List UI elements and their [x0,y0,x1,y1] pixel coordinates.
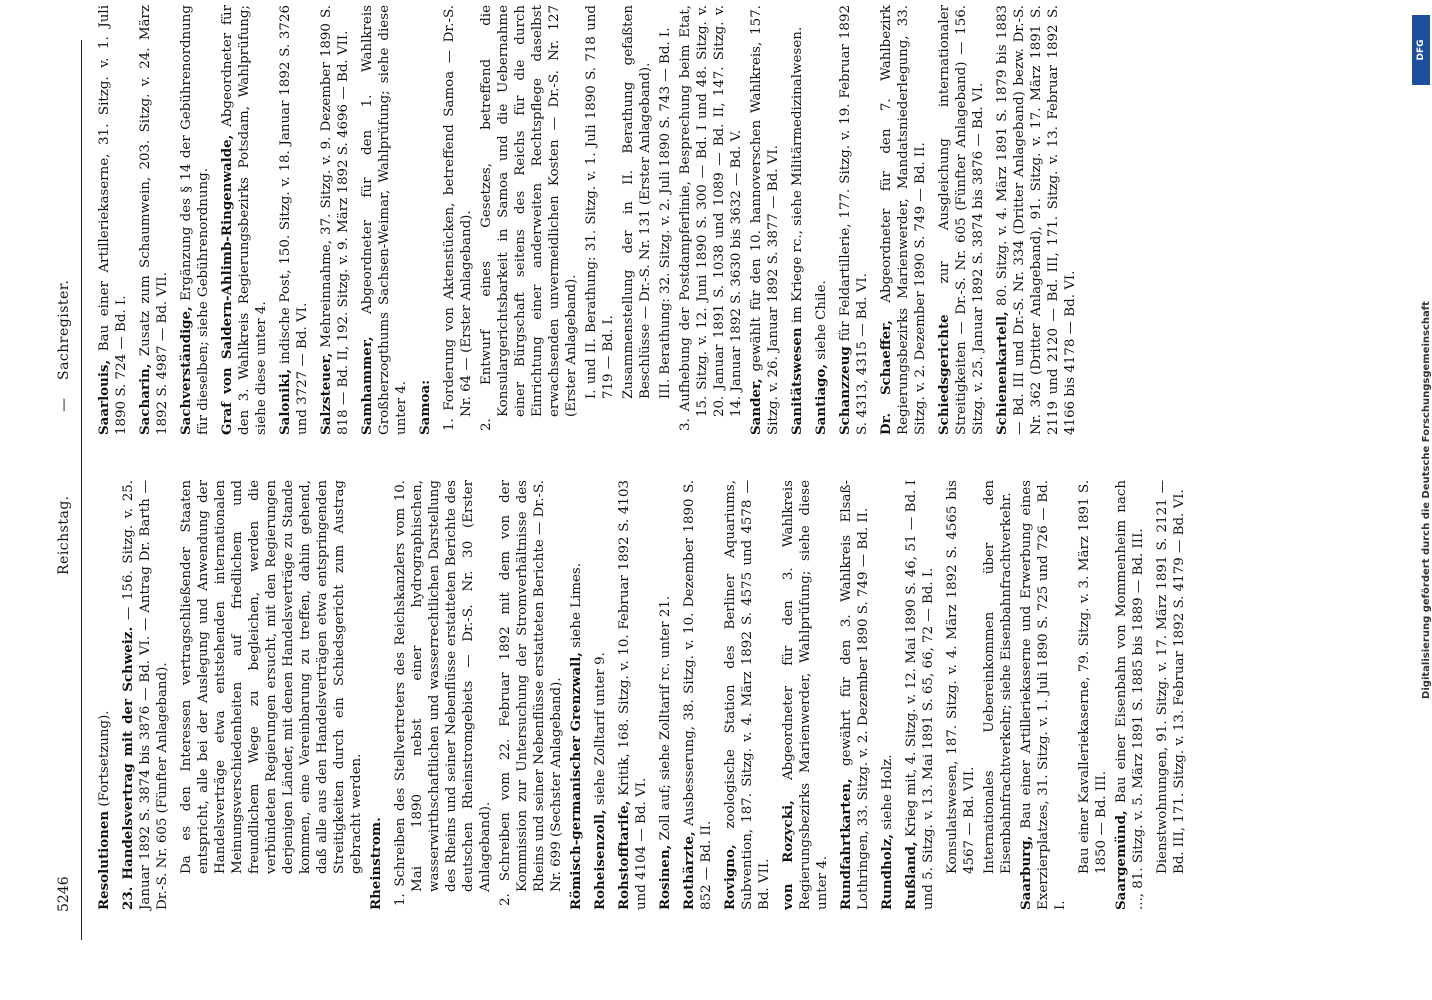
entry-text: Kritik, 168. Sitzg. v. 10. Februar 1892 S. 4103 und 4104 — Bd. VI. [617,480,649,910]
entry-keyword: Samoa: [417,379,433,435]
index-entry [657,5,674,399]
entry-text: Ausbesserung, 38. Sitzg. v. 10. Dezember 1890 S. 852 — Bd. II. [682,480,714,910]
index-entry [616,480,650,910]
index-entry [838,480,872,910]
index-entry [681,480,715,910]
index-entry [96,5,130,435]
index-entry [219,5,270,435]
entry-keyword: Sanitätswesen [789,327,805,435]
entry-text: Dienstwohnungen, 91. Sitzg. v. 17. März 1891 S. 2121 — Bd. III, 171. Sitzg. v. 13. Februar 1892 S. 4179 — Bd. VI. [1155,480,1187,874]
header-rule [81,40,82,940]
index-entry [994,5,1079,435]
entry-keyword: Sander, [748,378,764,435]
index-entry [813,5,830,435]
entry-text: zur Ausgleichung internationaler Streitigkeiten — Dr.-S. Nr. 605 (Fünfter Anlageband) — 156. Sitzg. v. 25. Januar 1892 S. 3874 bis 3876 — Bd. VI. [937,5,986,435]
entry-keyword: 1. [393,893,408,906]
entry-keyword: Roheisenzoll, [592,809,608,910]
entry-keyword: Römisch-germanischer Grenzwall, [568,652,584,910]
entry-text: Konsulatswesen, 187. Sitzg. v. 4. März 1892 S. 4565 bis 4567 — Bd. VII. [945,480,977,874]
header-separator: — [56,398,72,412]
entry-keyword: von Rozycki, [780,800,796,910]
entry-text: Zoll auf; siehe Zolltarif rc. unter 21. [658,595,673,841]
index-entry [837,5,871,435]
entry-text: Da es den Interessen vertragschließender Staaten entspricht, alle bei der Auslegung und Anwendung der Handelsverträge etwa entstehenden internationalen Meinungsverschiedenheiten auf friedlichem und freundlichem Wege zu begleichen, werden die verbündeten Regierungen ersucht, mit den Regierungen derjenigen Länder, mit denen Handelsverträge zu Stande kommen, eine Vereinbarung zu treffen, dahin gehend, daß alle aus den Handelsverträgen etwa entspringenden Streitigkeiten durch ein Schiedsgericht zum Austrag gebracht werden. [179,480,364,874]
entry-text: Bau einer Kavalleriekaserne, 79. Sitzg. v. 3. März 1891 S. 1850 — Bd. III. [1077,480,1109,874]
entry-keyword: Saargemünd, [1113,810,1129,910]
entry-text: Ergänzung des § 14 der Gebührenordnung für dieselben; siehe Gebührenordnung. [179,5,211,435]
index-entry [583,5,617,399]
index-entry [1018,480,1069,910]
entry-text: Zusammenstellung der in II. Berathung gefaßten Beschlüsse — Dr.-S. Nr. 131 (Erster Anlageband). [621,5,653,399]
entry-text: Zusatz zum Schaumwein, 203. Sitzg. v. 24. März 1892 S. 4987 — Bd. VII. [138,5,170,435]
entry-keyword: Schiedsgerichte [936,314,952,435]
index-entry [657,480,674,910]
index-entry [879,480,896,910]
digitization-note: Digitalisierung gefördert durch die Deutsche Forschungsgemeinschaft [1421,301,1432,699]
page-header [50,0,78,1000]
entry-keyword: Saloniki, [277,368,293,435]
left-column [96,480,1191,910]
index-entry [359,5,410,435]
entry-text: gewährt für den 3. Wahlkreis Elsaß-Lothringen, 33. Sitzg. v. 2. Dezember 1890 S. 749 — Bd. II. [839,480,871,910]
index-entry [277,5,311,435]
index-entry [120,480,171,910]
entry-keyword: 2. [479,418,494,431]
index-entry [677,5,745,431]
header-title-left: Reichstag. [56,495,72,575]
index-entry [592,480,609,910]
entry-keyword: Sacharin, [137,363,153,435]
entry-text: Internationales Uebereinkommen über den Eisenbahnfrachtverkehr; siehe Eisenbahnfrachtverkehr. [982,480,1014,874]
entry-text: Abgeordneter für den 1. Wahlkreis Großherzogthums Sachsen-Weimar, Wahlprüfung; siehe diese unter 4. [360,5,409,435]
page-number: 5246 [56,876,72,912]
index-entry [1113,480,1147,910]
index-entry [878,5,929,435]
entry-keyword: 3. [678,418,693,431]
index-entry [944,480,978,874]
entry-keyword: Schienenkartell, [994,311,1010,435]
entry-text: siehe Chile. [814,280,829,360]
entry-keyword: Salzsteuer, [318,352,334,435]
entry-keyword: Rußland, [903,841,919,910]
entry-keyword: Sachverständige, [178,306,194,435]
entry-keyword: Graf von Saldern-Ahlimb-Ringenwalde, [219,134,235,435]
entry-text: zoologische Station des Berliner Aquariums, Subvention, 187. Sitzg. v. 4. März 1892 S. 4575 und 4578 — Bd. VII. [723,479,772,910]
entry-text: siehe Holz. [880,754,895,830]
entry-keyword: Saarburg, [1018,835,1034,910]
entry-text: Mehreinnahme, 37. Sitzg. v. 9. Dezember 1890 S. 818 — Bd. II, 192. Sitzg. v. 9. März 1892 S. 4696 — Bd. VII. [319,5,351,435]
entry-text: Aufhebung der Postdampferlinie, Besprechung beim Etat, 15. Sitzg. v. 12. Juni 1890 S. 300 — Bd. I und 48. Sitzg. v. 20. Januar 1891 S. 1038 und 1089 — Bd. II, 147. Sitzg. v. 14. Januar 1892 S. 3630 bis 3632 — Bd. V. [678,5,744,417]
entry-keyword: Rothärzte, [681,831,697,910]
entry-text: I. und II. Berathung: 31. Sitzg. v. 1. Juli 1890 S. 718 und 719 — Bd. I. [584,5,616,399]
entry-text: Schreiben des Stellvertreters des Reichskanzlers vom 10. Mai 1890 nebst einer hydrographischen, wasserwirthschaftlichen und wasserrechtlichen Darstellung des Rheins und seiner Nebenflüsse erstatteten Berichte des deutschen Rheinstromgebiets — Dr.-S. Nr. 30 (Erster Anlageband). [393,480,493,892]
entry-text: Krieg mit, 4. Sitzg. v. 12. Mai 1890 S. 46, 51 — Bd. I und 5. Sitzg. v. 13. Mai 1891 S. 65, 66, 72 — Bd. I. [904,480,936,910]
entry-keyword: Schanzzeug [837,346,853,435]
entry-text: siehe Zolltarif unter 9. [593,652,608,806]
entry-text: Abgeordneter für den 3. Wahlkreis Regierungsbezirks Potsdam, Wahlprüfung; siehe diese unter 4. [220,5,269,435]
index-entry [96,480,113,910]
entry-text: 80. Sitzg. v. 4. März 1891 S. 1879 bis 1883 — Bd. III und Dr.-S. Nr. 334 (Dritter Anlageband) bezw. Dr.-S. Nr. 362 (Dritter Anlageband), 91. Sitzg. v. 17. März 1891 S. 2119 und 2120 — Bd. III, 171. Sitzg. v. 13. Februar 1892 S. 4166 bis 4178 — Bd. VI. [995,5,1078,435]
entry-keyword: Rohstofftarife, [616,800,632,910]
entry-keyword: Rheinstrom. [368,817,384,910]
entry-text: indische Post, 150. Sitzg. v. 18. Januar 1892 S. 3726 und 3727 — Bd. VI. [278,5,310,435]
entry-text: Schreiben vom 22. Februar 1892 mit dem von der Kommission zur Untersuchung der Stromverhältnisse des Rheins und seiner Nebenflüsse erstatteten Berichte — Dr.-S. Nr. 699 (Sechster Anlageband). [498,480,564,892]
index-entry [748,5,782,435]
entry-keyword: Samhammer, [359,336,375,435]
index-entry [417,5,434,435]
entry-keyword: Dr. Schaeffer, [878,320,894,435]
entry-keyword: 2. [498,893,513,906]
index-entry [1154,480,1188,874]
entry-text: im Kriege rc., siehe Militärmedizinalwesen. [790,26,805,324]
entry-keyword: Saarlouis, [96,359,112,435]
entry-text: Abgeordneter für den 7. Wahlbezirk Regierungsbezirks Marienwerder, Mandatsniederlegung, 33. Sitzg. v. 2. Dezember 1890 S. 749 — Bd. II. [879,5,928,435]
entry-text: siehe Limes. [569,562,584,648]
index-entry [903,480,937,910]
entry-text: — 156. Sitzg. v. 25. Januar 1892 S. 3874 bis 3876 — Bd. VI. — Antrag Dr. Barth — Dr.-S. Nr. 605 (Fünfter Anlageband). [121,480,170,910]
entry-keyword: 1. [442,418,457,431]
entry-text: gewählt für den 10. hannoverschen Wahlkreis, 157. Sitzg. v. 26. Januar 1892 S. 3877 — Bd. VI. [749,5,781,435]
entry-text: Bau einer Artilleriekaserne, 31. Sitzg. v. 1. Juli 1890 S. 724 — Bd. I. [97,5,129,435]
entry-text: Bau einer Artilleriekaserne und Erwerbung eines Exerzierplatzes, 31. Sitzg. v. 1. Juli 1890 S. 725 und 726 — Bd. I. [1019,480,1068,910]
entry-text: Forderung von Aktenstücken, betreffend Samoa — Dr.-S. Nr. 64 — (Erster Anlageband). [442,5,474,417]
entry-keyword: Resolutionen [96,810,112,910]
index-entry [137,5,171,435]
entry-text: III. Berathung: 32. Sitzg. v. 2. Juli 1890 S. 743 — Bd. I. [658,27,673,399]
entry-keyword: Rovigno, [722,844,738,910]
index-entry [368,480,385,910]
entry-text: für Feldartillerie, 177. Sitzg. v. 19. Februar 1892 S. 4313, 4315 — Bd. VI. [838,5,870,435]
entry-keyword: Rundholz, [879,834,895,910]
index-entry [478,5,580,431]
index-entry [178,5,212,435]
entry-text: (Fortsetzung). [97,710,112,807]
index-entry [620,5,654,399]
entry-keyword: Rundfahrtkarten, [838,778,854,910]
entry-keyword: Santiago, [813,364,829,435]
entry-text: Bau einer Eisenbahn von Mommenheim nach ..., 81. Sitzg. v. 5. März 1891 S. 1885 bis 1889 — Bd. III. [1114,480,1146,910]
index-entry [441,5,475,431]
index-entry [789,5,806,435]
index-entry [497,480,565,906]
index-entry [178,480,365,874]
entry-keyword: 23. Handelsvertrag mit der Schweiz. [120,626,136,910]
index-entry [568,480,585,910]
index-entry [936,5,987,435]
index-entry [981,480,1015,874]
index-entry [318,5,352,435]
entry-text: Entwurf eines Gesetzes, betreffend die Konsulargerichtsbarkeit in Samoa und die Uebernahme einer Bürgschaft seitens des Reichs für die durch Einrichtung einer anderweiten Rechtspflege daselbst erwachsenden unvermeidlichen Kosten — Dr.-S. Nr. 127 (Erster Anlageband). [479,5,579,417]
index-entry [392,480,494,906]
index-entry [780,480,831,910]
entry-text: Abgeordneter für den 3. Wahlkreis Regierungsbezirks Marienwerder, Wahlprüfung; siehe diese unter 4. [781,480,830,910]
dfg-logo: DFG [1412,15,1430,85]
header-title-right: Sachregister. [56,279,72,380]
entry-keyword: Rosinen, [657,844,673,910]
right-column [96,5,1086,435]
index-entry [722,480,773,910]
index-entry [1076,480,1110,874]
